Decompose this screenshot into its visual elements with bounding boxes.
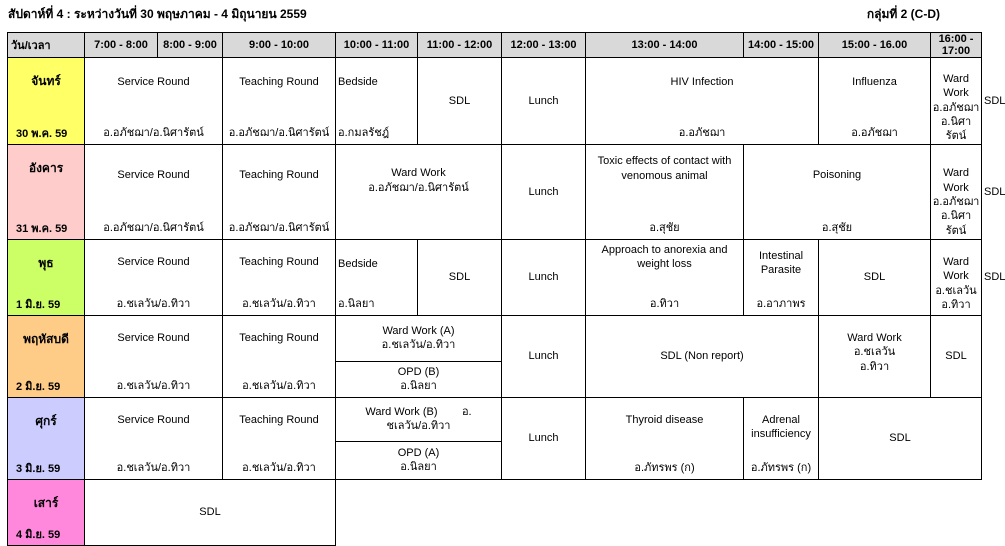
session-toxic-effects: Toxic effects of contact with venomous animal อ.สุชัย [586,145,744,239]
header-row [8,33,982,58]
session-teaching-round: Teaching Round อ.ชเลวัน/อ.ทิวา [223,397,336,479]
week-title: สัปดาห์ที่ 4 : ระหว่างวันที่ 30 พฤษภาคม - 4 มิถุนายน 2559 [8,7,307,21]
session-anorexia: Approach to anorexia and weight loss อ.ทิวา [586,239,744,315]
session-service-round: Service Round อ.อภัชฌา/อ.นิศารัตน์ [85,58,223,145]
session-teaching-round: Teaching Round อ.อภัชฌา/อ.นิศารัตน์ [223,58,336,145]
schedule-table [7,32,1005,546]
day-date: 4 มิ.ย. 59 [16,528,61,541]
row-tuesday: อังคาร 31 พ.ค. 59 Service Round อ.อภัชฌา/อ.นิศารัตน์ Teaching Round อ.อภัชฌา/อ.นิศารัตน์ Ward Work อ.อภัชฌา/อ.นิศารัตน์ Lunch Toxic effects of contact with venomous animal อ.สุชัย Poisoning อ.สุชัย Ward Work อ.อภัชฌา อ.นิศารัตน์ SDL [8,145,982,239]
session-ward-work: Ward Work อ.อภัชฌา อ.นิศารัตน์ [931,58,982,145]
session-hiv-infection: HIV Infection อ.อภัชฌา [586,58,819,145]
day-wednesday [8,239,85,315]
session-ward-work: Ward Work อ.อภัชฌา อ.นิศารัตน์ [931,145,982,239]
empty-area [336,479,982,545]
col-header-1300: 13:00 - 14:00 [586,33,744,58]
session-teaching-round: Teaching Round อ.อภัชฌา/อ.นิศารัตน์ [223,145,336,239]
col-header-1400: 14:00 - 15:00 [744,33,819,58]
session-ward-work-b: Ward Work (B) อ. ชเลวัน/อ.ทิวา [336,397,502,441]
session-sdl: SDL [819,397,982,479]
session-intestinal-parasite: Intestinal Parasite อ.อาภาพร [744,239,819,315]
session-sdl-non-report: SDL (Non report) [586,315,819,397]
session-service-round: Service Round อ.ชเลวัน/อ.ทิวา [85,315,223,397]
day-date: 3 มิ.ย. 59 [16,462,61,475]
session-ward-work-a: Ward Work (A) อ.ชเลวัน/อ.ทิวา [336,315,502,361]
session-sdl: SDL [931,315,982,397]
session-lunch: Lunch [502,145,586,239]
session-service-round: Service Round อ.อภัชฌา/อ.นิศารัตน์ [85,145,223,239]
col-header-1200: 12:00 - 13:00 [502,33,586,58]
day-friday [8,397,85,479]
session-lunch: Lunch [502,397,586,479]
row-thursday [8,315,982,361]
session-sdl: SDL [819,239,931,315]
session-bedside: Bedside อ.กมลรัชฎ์ [336,58,418,145]
session-thyroid-disease: Thyroid disease อ.ภัทรพร (ก) [586,397,744,479]
col-header-1100: 11:00 - 12:00 [418,33,502,58]
day-date: 30 พ.ค. 59 [16,128,68,141]
session-opd-a: OPD (A) อ.นิลยา [336,441,502,479]
col-header-1500: 15:00 - 16.00 [819,33,931,58]
session-teaching-round: Teaching Round อ.ชเลวัน/อ.ทิวา [223,315,336,397]
day-thursday [8,315,85,397]
row-saturday [8,479,982,545]
col-header-1000: 10:00 - 11:00 [336,33,418,58]
session-lunch: Lunch [502,239,586,315]
session-lunch: Lunch [502,315,586,397]
session-teaching-round: Teaching Round อ.ชเลวัน/อ.ทิวา [223,239,336,315]
session-lunch: Lunch [502,58,586,145]
col-header-0800: 8:00 - 9:00 [158,33,223,58]
group-label: กลุ่มที่ 2 (C-D) [866,7,940,21]
day-monday [8,58,85,145]
day-name: เสาร์ [33,495,59,510]
day-saturday [8,479,85,545]
session-ward-work: Ward Work อ.ชเลวัน อ.ทิวา [819,315,931,397]
session-opd-b: OPD (B) อ.นิลยา [336,361,502,397]
session-ward-work: Ward Work อ.ชเลวัน อ.ทิวา [931,239,982,315]
session-sdl: SDL [418,239,502,315]
session-sdl: SDL [85,479,336,545]
day-name: ศุกร์ [35,413,57,428]
col-header-day: วัน/เวลา [8,33,85,58]
day-date: 2 มิ.ย. 59 [16,380,61,393]
session-poisoning: Poisoning อ.สุชัย [744,145,931,239]
row-monday: จันทร์ 30 พ.ค. 59 Service Round อ.อภัชฌา/อ.นิศารัตน์ Teaching Round อ.อภัชฌา/อ.นิศารัตน์ Bedside อ.กมลรัชฎ์ SDL Lunch HIV Infection อ.อภัชฌา Influenza อ.อภัชฌา Ward Work อ.อภัชฌา อ.นิศารัตน์ SDL [8,58,982,145]
session-ward-work: Ward Work อ.อภัชฌา/อ.นิศารัตน์ [336,145,502,239]
day-name: จันทร์ [31,74,61,88]
day-date: 31 พ.ค. 59 [16,222,68,235]
session-service-round: Service Round อ.ชเลวัน/อ.ทิวา [85,239,223,315]
day-date: 1 มิ.ย. 59 [16,298,61,311]
row-wednesday: พุธ 1 มิ.ย. 59 Service Round อ.ชเลวัน/อ.ทิวา Teaching Round อ.ชเลวัน/อ.ทิวา Bedside อ.นิลยา SDL Lunch Approach to anorexia and weight loss อ.ทิวา Intestinal Parasite อ.อาภาพร SDL Ward Work อ.ชเลวัน อ.ทิวา SDL [8,239,982,315]
day-name: พุธ [38,255,54,270]
day-tuesday [8,145,85,239]
session-service-round: Service Round อ.ชเลวัน/อ.ทิวา [85,397,223,479]
row-friday [8,397,982,441]
session-adrenal-insufficiency: Adrenal insufficiency อ.ภัทรพร (ก) [744,397,819,479]
day-name: พฤหัสบดี [23,331,69,346]
session-bedside: Bedside อ.นิลยา [336,239,418,315]
col-header-1600: 16:00 - 17:00 [931,33,982,58]
day-name: อังคาร [28,161,64,176]
session-sdl: SDL [418,58,502,145]
col-header-0900: 9:00 - 10:00 [223,33,336,58]
col-header-0700: 7:00 - 8:00 [85,33,158,58]
session-influenza: Influenza อ.อภัชฌา [819,58,931,145]
